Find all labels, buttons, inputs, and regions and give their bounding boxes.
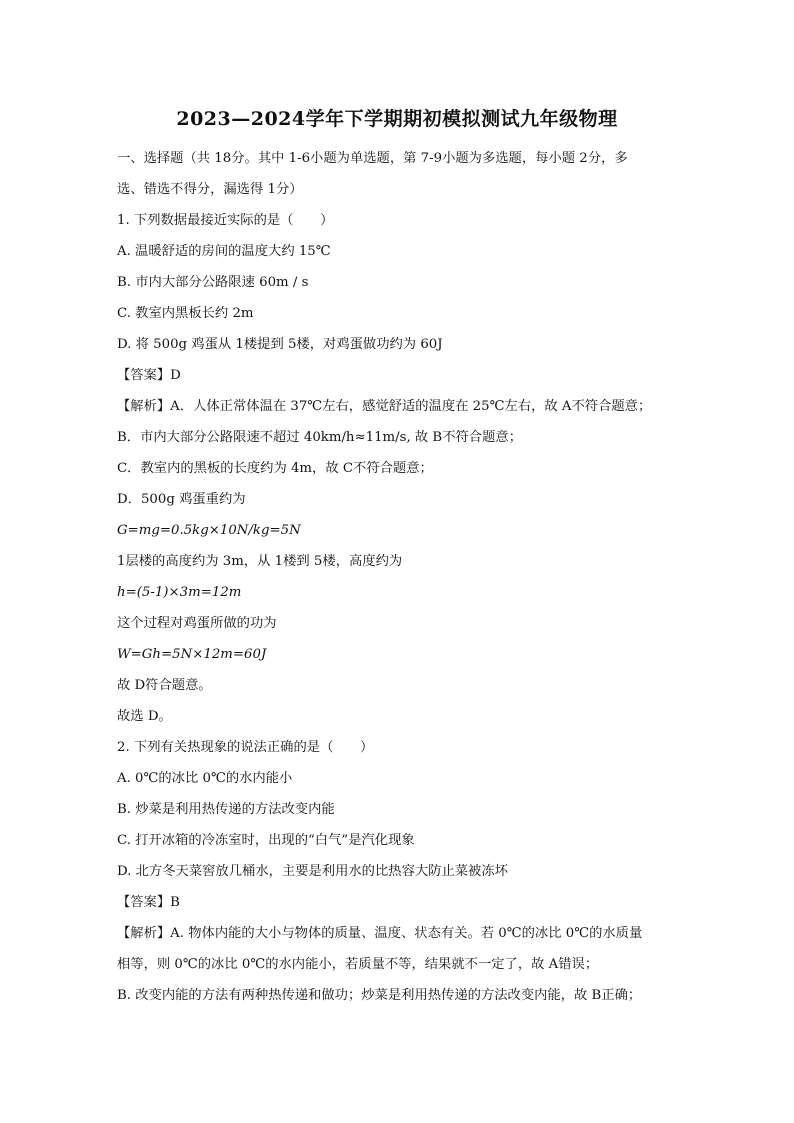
text-line: 1. 下列数据最接近实际的是（ ）: [117, 213, 334, 228]
text-line: 故 D符合题意。: [117, 678, 212, 693]
page-title: 2023—2024学年下学期期初模拟测试九年级物理: [176, 108, 618, 130]
text-line: 【解析】A. 物体内能的大小与物体的质量、温度、状态有关。若 0℃的冰比 0℃的水质量: [117, 926, 643, 941]
text-line: C. 打开冰箱的冷冻室时，出现的“白气”是汽化现象: [117, 833, 415, 848]
text-line: D. 将 500g 鸡蛋从 1楼提到 5楼，对鸡蛋做功约为 60J: [117, 337, 443, 352]
text-line: B. 市内大部分公路限速 60m / s: [117, 275, 309, 290]
text-line: 2. 下列有关热现象的说法正确的是（ ）: [117, 740, 374, 755]
text-line: A. 温暖舒适的房间的温度大约 15℃: [117, 244, 331, 259]
text-line: h=(5-1)×3m=12m: [117, 585, 242, 600]
text-line: 故选 D。: [117, 709, 172, 724]
text-line: C．教室内的黑板的长度约为 4m，故 C不符合题意；: [117, 461, 433, 476]
text-line: 【解析】A．人体正常体温在 37℃左右，感觉舒适的温度在 25℃左右，故 A不符合题意；: [117, 399, 652, 414]
text-line: A. 0℃的冰比 0℃的水内能小: [117, 771, 293, 786]
text-line: 选、错选不得分，漏选得 1分）: [117, 182, 303, 197]
text-line: B．市内大部分公路限速不超过 40km/h≈11m/s, 故 B不符合题意；: [117, 430, 522, 445]
text-line: W=Gh=5N×12m=60J: [117, 647, 267, 662]
text-line: 【答案】B: [117, 895, 180, 910]
text-line: 一、选择题（共 18分。其中 1-6小题为单选题，第 7-9小题为多选题，每小题 2分，多: [117, 151, 628, 166]
text-line: G=mg=0.5kg×10N/kg=5N: [117, 523, 301, 538]
text-line: D. 北方冬天菜窖放几桶水，主要是利用水的比热容大防止菜被冻坏: [117, 864, 508, 879]
document-body: [117, 143, 687, 1011]
text-line: C. 教室内黑板长约 2m: [117, 306, 254, 321]
text-line: 【答案】D: [117, 368, 181, 383]
text-line: 1层楼的高度约为 3m，从 1楼到 5楼，高度约为: [117, 554, 403, 569]
text-line: D．500g 鸡蛋重约为: [117, 492, 246, 507]
text-line: B. 炒菜是利用热传递的方法改变内能: [117, 802, 335, 817]
text-line: 相等，则 0℃的冰比 0℃的水内能小，若质量不等，结果就不一定了，故 A错误；: [117, 957, 599, 972]
text-line: 这个过程对鸡蛋所做的功为: [117, 616, 277, 631]
text-line: B. 改变内能的方法有两种热传递和做功；炒菜是利用热传递的方法改变内能，故 B正确；: [117, 988, 642, 1003]
